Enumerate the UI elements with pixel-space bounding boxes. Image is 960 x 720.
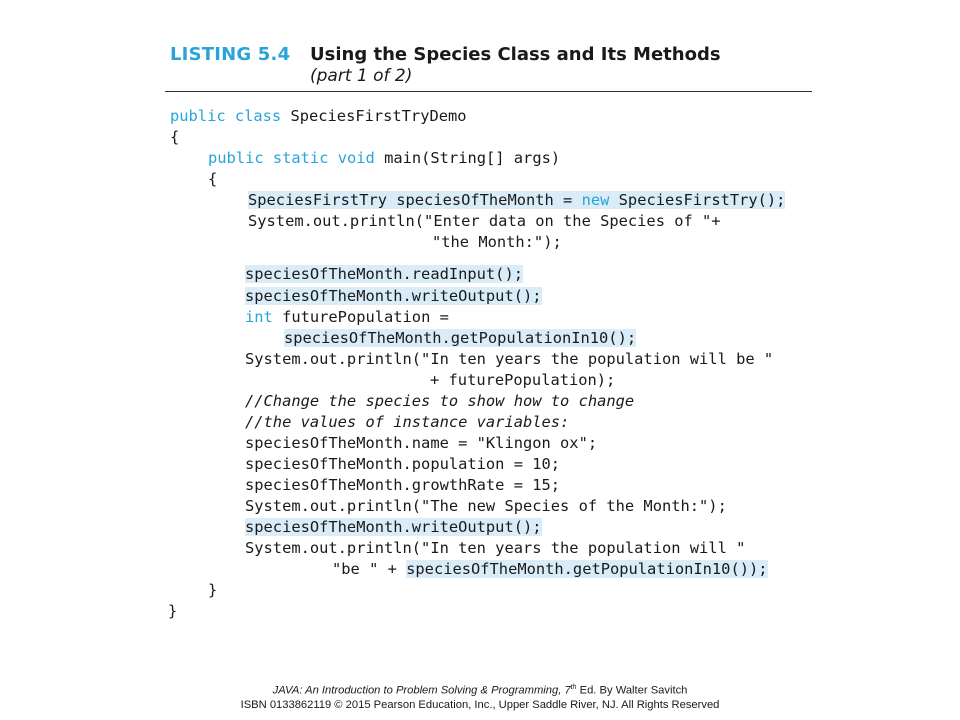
highlighted-code: speciesOfTheMonth.readInput(); [245, 265, 523, 283]
keyword: public static void [208, 149, 375, 167]
code-line: System.out.println("The new Species of the Month:"); [245, 497, 727, 515]
code-line [245, 286, 542, 306]
listing-part: (part 1 of 2) [310, 66, 413, 86]
code-line: speciesOfTheMonth.population = 10; [245, 455, 561, 473]
code-line [245, 517, 542, 537]
code-comment: //Change the species to show how to change [245, 392, 635, 410]
code-comment: //the values of instance variables: [245, 413, 570, 431]
code-line [245, 307, 449, 327]
code-text: futurePopulation = [272, 308, 449, 326]
highlighted-code: speciesOfTheMonth.getPopulationIn10()); [406, 560, 768, 578]
highlighted-code: speciesOfTheMonth.writeOutput(); [245, 287, 542, 305]
footer-copyright: ISBN 0133862119 © 2015 Pearson Education, Inc., Upper Saddle River, NJ. All Rights Reserved [240, 699, 720, 711]
highlighted-code [248, 191, 785, 209]
keyword: int [245, 308, 273, 326]
code-line: + futurePopulation); [430, 371, 616, 389]
code-text: main(String[] args) [374, 149, 561, 167]
code-line: "the Month:"); [432, 233, 562, 251]
highlighted-code: speciesOfTheMonth.writeOutput(); [245, 518, 542, 536]
code-line: speciesOfTheMonth.growthRate = 15; [245, 476, 561, 494]
code-text: "be " + [332, 560, 407, 578]
code-text: SpeciesFirstTry speciesOfTheMonth = [248, 191, 582, 209]
footer-book-title [0, 684, 960, 697]
keyword: new [581, 191, 610, 209]
code-line: System.out.println("In ten years the population will be " [245, 350, 774, 368]
code-line [332, 559, 768, 579]
code-line: { [208, 170, 218, 188]
code-line [208, 148, 560, 168]
code-line: System.out.println("Enter data on the Species of "+ [248, 212, 721, 230]
code-line [245, 264, 523, 284]
code-text: SpeciesFirstTryDemo [281, 107, 467, 125]
listing-label: LISTING 5.4 [170, 44, 291, 65]
code-line: } [208, 581, 218, 599]
footer-book-text: JAVA: An Introduction to Problem Solving & Programming, 7 [272, 684, 571, 697]
code-line: System.out.println("In ten years the population will " [245, 539, 746, 557]
code-line [248, 190, 785, 210]
footer-edition-sup: th [570, 684, 577, 691]
highlighted-code: speciesOfTheMonth.getPopulationIn10(); [284, 329, 637, 347]
code-line [284, 328, 636, 348]
keyword: public class [170, 107, 282, 125]
code-line: speciesOfTheMonth.name = "Klingon ox"; [245, 434, 598, 452]
footer-author: Ed. By Walter Savitch [576, 684, 688, 697]
code-text: SpeciesFirstTry(); [609, 191, 786, 209]
code-line [170, 106, 467, 126]
code-line: { [170, 128, 180, 146]
listing-title: Using the Species Class and Its Methods [310, 44, 721, 65]
code-line: } [168, 602, 178, 620]
